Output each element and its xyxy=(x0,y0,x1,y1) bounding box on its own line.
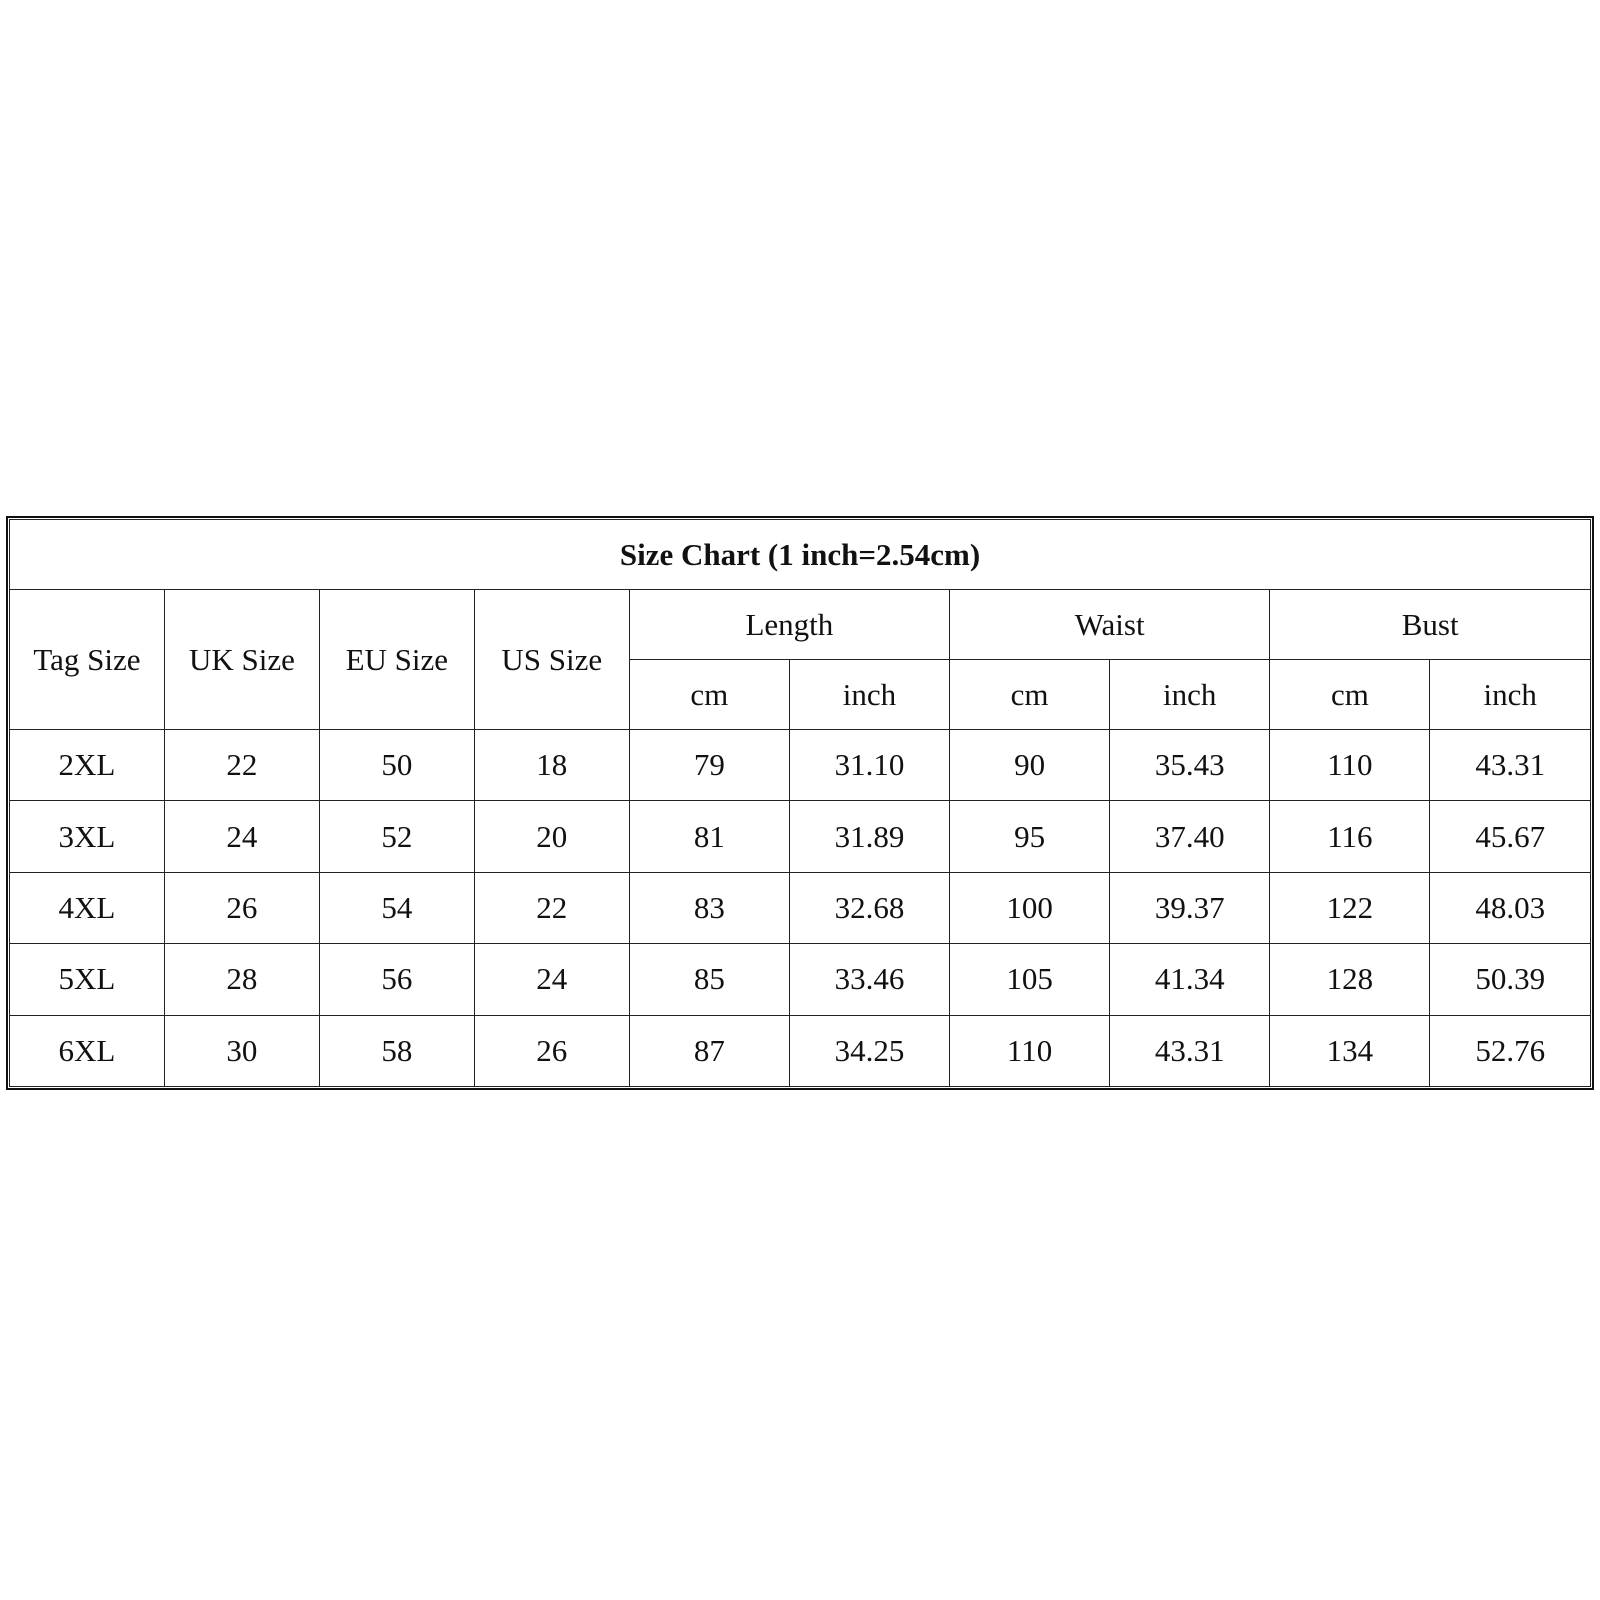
cell-tag-size: 2XL xyxy=(10,730,165,801)
cell-waist-cm: 90 xyxy=(950,730,1110,801)
header-bust-inch: inch xyxy=(1430,660,1591,730)
cell-tag-size: 4XL xyxy=(10,872,165,943)
cell-bust-cm: 116 xyxy=(1270,801,1430,872)
cell-waist-inch: 43.31 xyxy=(1110,1015,1270,1086)
cell-eu-size: 52 xyxy=(319,801,474,872)
cell-bust-cm: 110 xyxy=(1270,730,1430,801)
cell-tag-size: 3XL xyxy=(10,801,165,872)
cell-length-inch: 33.46 xyxy=(789,944,949,1015)
cell-tag-size: 5XL xyxy=(10,944,165,1015)
cell-eu-size: 56 xyxy=(319,944,474,1015)
header-length: Length xyxy=(629,590,949,660)
cell-length-cm: 83 xyxy=(629,872,789,943)
cell-uk-size: 28 xyxy=(164,944,319,1015)
header-waist: Waist xyxy=(950,590,1270,660)
cell-waist-cm: 95 xyxy=(950,801,1110,872)
size-chart-frame xyxy=(6,516,1594,1090)
cell-eu-size: 54 xyxy=(319,872,474,943)
cell-length-cm: 85 xyxy=(629,944,789,1015)
size-chart-table xyxy=(9,519,1591,1087)
cell-bust-cm: 128 xyxy=(1270,944,1430,1015)
cell-us-size: 26 xyxy=(474,1015,629,1086)
cell-length-inch: 32.68 xyxy=(789,872,949,943)
table-row xyxy=(10,944,1591,1015)
cell-length-cm: 79 xyxy=(629,730,789,801)
cell-length-cm: 81 xyxy=(629,801,789,872)
cell-us-size: 18 xyxy=(474,730,629,801)
cell-waist-cm: 105 xyxy=(950,944,1110,1015)
cell-us-size: 20 xyxy=(474,801,629,872)
cell-waist-inch: 35.43 xyxy=(1110,730,1270,801)
table-row xyxy=(10,730,1591,801)
cell-length-cm: 87 xyxy=(629,1015,789,1086)
cell-tag-size: 6XL xyxy=(10,1015,165,1086)
cell-bust-inch: 45.67 xyxy=(1430,801,1591,872)
header-length-cm: cm xyxy=(629,660,789,730)
cell-waist-inch: 37.40 xyxy=(1110,801,1270,872)
table-row xyxy=(10,1015,1591,1086)
cell-bust-inch: 43.31 xyxy=(1430,730,1591,801)
cell-length-inch: 31.89 xyxy=(789,801,949,872)
cell-waist-cm: 110 xyxy=(950,1015,1110,1086)
header-eu-size: EU Size xyxy=(319,590,474,730)
cell-eu-size: 50 xyxy=(319,730,474,801)
cell-waist-cm: 100 xyxy=(950,872,1110,943)
header-tag-size: Tag Size xyxy=(10,590,165,730)
cell-length-inch: 31.10 xyxy=(789,730,949,801)
header-bust-cm: cm xyxy=(1270,660,1430,730)
cell-bust-cm: 134 xyxy=(1270,1015,1430,1086)
table-row xyxy=(10,801,1591,872)
cell-bust-inch: 52.76 xyxy=(1430,1015,1591,1086)
cell-length-inch: 34.25 xyxy=(789,1015,949,1086)
cell-uk-size: 30 xyxy=(164,1015,319,1086)
cell-eu-size: 58 xyxy=(319,1015,474,1086)
cell-bust-cm: 122 xyxy=(1270,872,1430,943)
cell-waist-inch: 39.37 xyxy=(1110,872,1270,943)
header-length-inch: inch xyxy=(789,660,949,730)
cell-uk-size: 26 xyxy=(164,872,319,943)
table-row xyxy=(10,872,1591,943)
header-bust: Bust xyxy=(1270,590,1591,660)
cell-bust-inch: 48.03 xyxy=(1430,872,1591,943)
cell-waist-inch: 41.34 xyxy=(1110,944,1270,1015)
cell-uk-size: 24 xyxy=(164,801,319,872)
cell-us-size: 24 xyxy=(474,944,629,1015)
cell-bust-inch: 50.39 xyxy=(1430,944,1591,1015)
header-waist-cm: cm xyxy=(950,660,1110,730)
header-us-size: US Size xyxy=(474,590,629,730)
chart-title: Size Chart (1 inch=2.54cm) xyxy=(10,520,1591,590)
cell-us-size: 22 xyxy=(474,872,629,943)
header-waist-inch: inch xyxy=(1110,660,1270,730)
header-uk-size: UK Size xyxy=(164,590,319,730)
cell-uk-size: 22 xyxy=(164,730,319,801)
